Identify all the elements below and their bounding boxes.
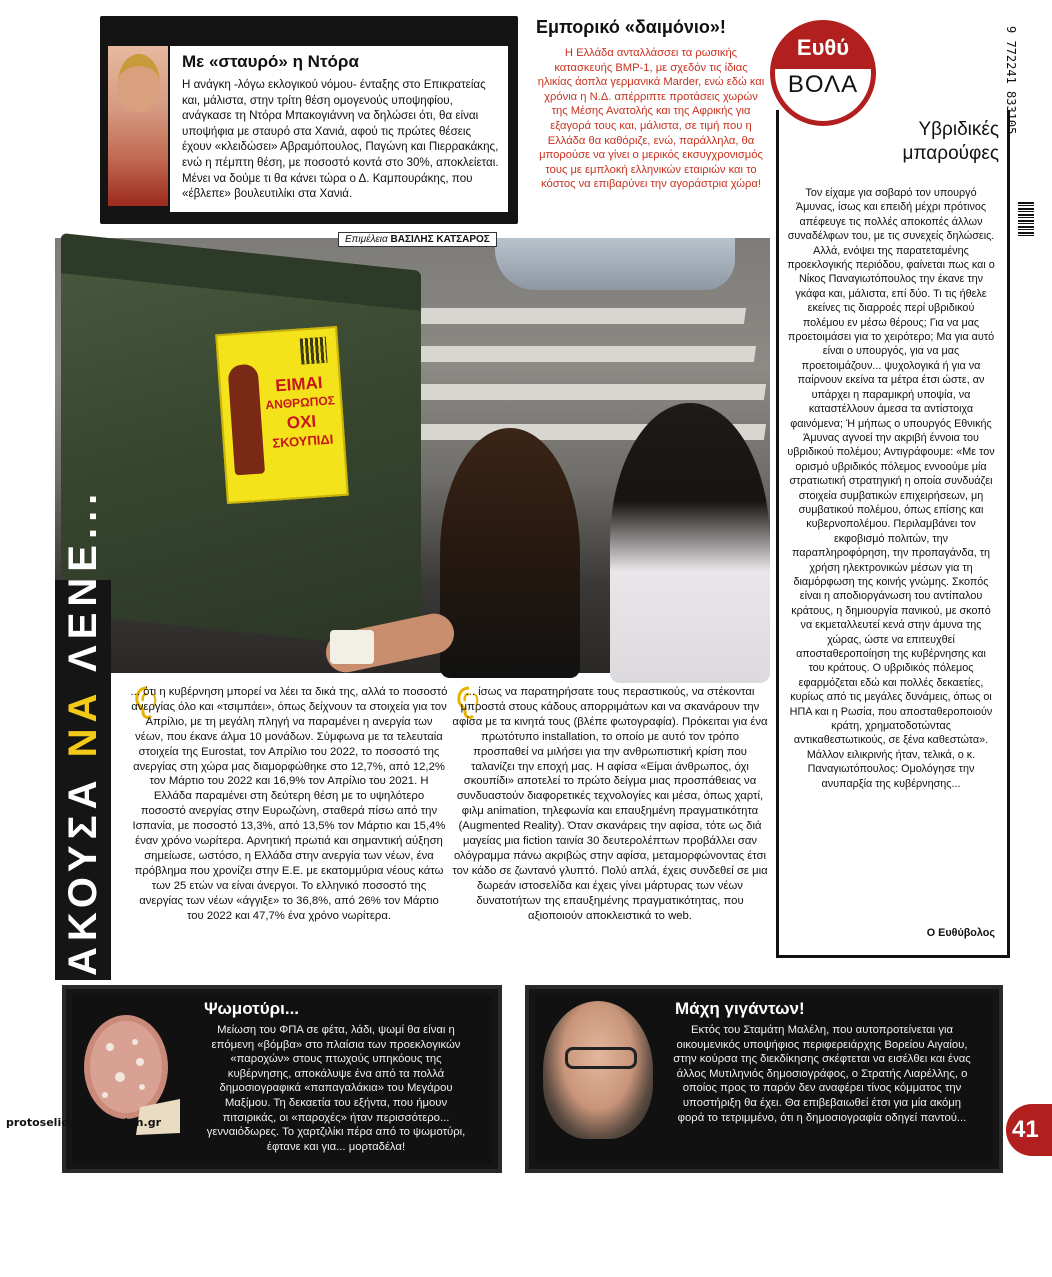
car [495,238,735,290]
akousa-part1: ΑΚΟΥΣΑ [61,757,105,976]
poster-line: ΟΧΙ [286,411,317,433]
barcode-icon [1018,202,1034,236]
psomoturi-text: Μείωση του ΦΠΑ σε φέτα, λάδι, ψωμί θα είναι η επόμενη «βόμβα» στο πλαίσια των προεκλογικών «παροχών» στους πτωχούς υπηκόους της κυβέρνησης, αποκάλυψε ένα από τα πολλά δημοσιογραφικά «παπαγαλάκια» του Μεγάρου Μαξίμου. Τη δεκαετία του εξήντα, που ήμουν πιτσιρικάς, οι «παροχές» ήταν περισσότερο... γενναιόδωρες. Το χαρτζιλίκι πέρα από το ψωμοτύρι, έφτανε και για... μορταδέλα! [206,1024,466,1153]
logo-top-text: Ευθύ [775,25,871,69]
street-photo [55,238,770,673]
hybrid-signature: Ο Ευθύβολος [926,927,995,939]
poster [215,326,349,504]
hybrid-text: Τον είχαμε για σοβαρό τον υπουργό Άμυνας, ίσως και επειδή μέχρι πρότινος απέφευγε τις πολλές αποκοπές άλλων συναδέλφων του, με τις συνεχείς δηλώσεις. Αλλά, ενόψει της παρατεταμένης προεκλογικής περιόδου, φαίνεται πως και ο Νίκος Παναγιωτόπουλος την έκανε την γκάφα και, μάλιστα, επί δύο. Τι τις ήθελε εκείνες τις διαρροές περί υβριδικού πολέμου εν μέσω θέρους; Για να μας προετοιμάσει για το χειρότερο; Μα για αυτό είναι ο υπουργός, για να μας προετοιμάζουν... ψυχολογικά ή για να παίρνουν εκείνα τα μέτρα έτσι ώστε, αν υπάρχει η παραμικρή υποψία, να καταστέλλουν άμεσα τα αντίστοιχα φαινόμενα; Ή μήπως ο υπουργός Εθνικής Άμυνας αγνοεί την ακριβή έννοια του υβριδικού πολέμου; Αντιγράφουμε: «Με τον ορισμό υβριδικός πόλεμος εννοούμε μία στρατιωτική στρατηγική η οποία συνδυάζει στοιχεία συμβατικών επιχειρήσεων, μη συμβατικού πολέμου, όπως επίσης και κυβερνοπολέμου. Περιλαμβάνει τον εκφοβισμό πολιτών, την παραπληροφόρηση, την προπαγάνδα, τη χρήση ηλεκτρονικών μέσων για τη διαμόρφωση της κοινής γνώμης. Σκοπός είναι η αποδιοργάνωση του αντίπαλου κράτους, η δημιουργία πανικού, με σκοπό να εκμεταλλευτεί κενά στην άμυνα της χώρας, ώστε να επιτευχθεί αποσταθεροποίηση της κυβέρνησης και του κράτους. Ο υβριδικός πόλεμος εφαρμόζεται εδώ και πολλές δεκαετίες, κυρίως από τις μεγάλες δυνάμεις, όπως οι ΗΠΑ και η Ρωσία, που αποσταθεροποιούν κράτη, χρηματοδοτώντας αντικαθεστωτικούς, σε ξένα καθεστώτα». Μάλλον ειλικρινής ήταν, τελικά, ο κ. Παναγιωτόπουλος: Ομολόγησε την ανυπαρξία της κυβέρνησης... [787,187,995,790]
crosswalk-stripe [384,308,746,324]
machi-text: Εκτός του Σταμάτη Μαλέλη, που αυτοπροτείνεται για οικουμενικός υποψήφιος περιφερειάρχης Βορείου Αιγαίου, στην κούρσα της διεκδίκησης σκέφτεται να εισέλθει και ένας άλλος Μυτιληνιός δημοσιογράφος, ο Στρατής Λιαρέλλης, ο οποίος προς το παρόν δεν αναφέρει τίνος κόμματος την υποστήριξη θα έχει. Θα επιβεβαιωθεί έτσι για μία ακόμη φορά το τετριμμένο, ότι η δημοσιογραφία οδηγεί παντού... [673,1024,971,1124]
byline [338,232,497,247]
watermark: protoselidaefimeridon.gr [6,1116,161,1129]
barcode-digits: 9 772241 833105 [1004,26,1018,135]
poster-text [260,372,341,453]
psomoturi-box [62,985,502,1173]
person-left [440,428,580,678]
logo-bottom-text: ΒΟΛΑ [787,71,859,98]
akousa-part3: ΛΕΝΕ... [61,487,105,672]
psomoturi-title: Ψωμοτύρι... [204,999,300,1018]
poster-line: ΣΚΟΥΠΙΔΙ [271,431,334,451]
dora-box [100,16,518,224]
person-right [610,403,770,683]
qr-code-icon [300,337,328,365]
machi-box [525,985,1003,1173]
hybrid-title-line2: μπαρούφες [902,143,999,164]
akousa-part2: ΝΑ [61,671,105,758]
byline-name: ΒΑΣΙΛΗΣ ΚΑΤΣΑΡΟΣ [390,234,490,245]
hybrid-column [776,110,1010,958]
installation-text: ... ίσως να παρατηρήσατε τους περαστικούς, να στέκονται μπροστά στους κάδους απορριμάτων και να σκανάρουν την αφίσα με τα κινητά τους (βλέπε φωτογραφία). Πρόκειται για ένα πρωτότυπο installation, το οποίο με αυτό τον τρόπο προσπαθεί να μιλήσει για την ανθρωπιστική κρίση που ταλανίζει την εποχή μας. Η αφίσα «Είμαι άνθρωπος, όχι σκουπίδι» αποτελεί το πρώτο δείγμα μιας προσπάθειας να συνδυαστούν διαφορετικές τεχνολογίες και μέσα, όπως χαρτί, φιλμ animation, τηλεφωνία και επαυξημένη πραγματικότητα (Augmented Reality). Όταν σκανάρεις την αφίσα, τότε ως διά μαγείας μια fiction ταινία 30 δευτερολέπτων προβάλλει σαν ολόγραμμα πάνω ακριβώς στην αφίσα, μεταμορφώνοντας έτσι τον κάδο σε ζωντανό γλυπτό. Πολύ απλά, έχεις συνδεθεί σε μια δωρεάν ιστοσελίδα και έχεις γίνει μάρτυρας των νέων δυνατοτήτων της επαυξημένης πραγματικότητας, που αξιοποιούν αποκλειστικά το web. [452,686,768,922]
dora-text: Η ανάγκη -λόγω εκλογικού νόμου- ένταξης στο Επικρατείας και, μάλιστα, στην τρίτη θέση ομογενούς υποψηφίου, ανάγκασε τη Ντόρα Μπακογιάννη να δηλώσει ότι, θα είναι υποψήφια με σταυρό στα Χανιά, αφού τις πρώτες θέσεις έχουν «κλειδώσει» Αβραμόπουλος, Παγώνη και Πιερρακάκης, ενώ η πέμπτη θέση, με ποσοστό κοντά στο 30%, αποκλείεται. Μένει να δούμε τι θα κάνει τώρα ο Δ. Καμπουράκης, που «έβλεπε» βουλευτιλίκι στα Χανιά. [182,78,499,201]
unemployment-text: ... ότι η κυβέρνηση μπορεί να λέει τα δικά της, αλλά το ποσοστό ανεργίας όλο και «τσιμπάει», όπως δείχνουν τα στοιχεία για τον Απρίλιο, με τη μεγάλη πληγή να παραμένει η ανεργία των νέων, που έκανε άλμα 10 μονάδων. Σύμφωνα με τα τελευταία στοιχεία της Eurostat, τον Απρίλιο του 2022, το ποσοστό της ανεργίας στη χώρα μας διαμορφώθηκε στο 12,7%, από 12,2% τον Μάρτιο του 2022 και 16,9% τον Απρίλιο του 2021. Η Ελλάδα παραμένει στη δεύτερη θέση με το υψηλότερο ποσοστό ανεργίας στην Ευρωζώνη, σταθερά πίσω από την Ισπανία, με ποσοστό 13,3%, από 13,5% τον Μάρτιο και 15,4% έναν χρόνο νωρίτερα. Αρνητική πρωτιά και σημαντική αύξηση σημείωσε, ωστόσο, η Ελλάδα στην ανεργία των νέων, ένα πρόβλημα που χρονίζει στην Ε.Ε. με εκατομμύρια νέους κάτω των 25 ετών να είναι άνεργοι. Το ελληνικό ποσοστό της ανεργίας των νέων «άγγιξε» το 36,8%, από 26% τον Μάρτιο του 2022 και 47,7% ένα χρόνο νωρίτερα. [130,686,448,922]
page-number: 41 [1006,1104,1052,1156]
cup [330,630,374,664]
man-portrait [543,1001,653,1139]
dora-portrait [108,46,168,206]
hybrid-title [903,118,999,166]
machi-title: Μάχη γιγάντων! [675,999,805,1018]
crosswalk-stripe [374,346,756,362]
akousa-heading [55,487,111,980]
poster-figure [227,364,265,476]
byline-prefix: Επιμέλεια [345,234,388,245]
poster-line: ΕΙΜΑΙ [274,373,324,396]
poster-line: ΑΝΘΡΩΠΟΣ [265,393,336,413]
barcode [1004,26,1034,206]
hybrid-title-line1: Υβριδικές [918,119,999,140]
demon-title: Εμπορικό «δαιμόνιο»! [536,17,726,37]
demon-text: Η Ελλάδα ανταλλάσσει τα ρωσικής κατασκευής ΒΜΡ-1, με σχεδόν τις ίδιας ηλικίας άοπλα γερμανικά Marder, ενώ εδώ και χρόνια η Ν.Δ. απέρριπτε προτάσεις χωρών της Μέσης Ανατολής και της Αφρικής για εξαγορά τους και, μάλιστα, σε τιμή που η Ελλάδα θα καθόριζε, ενώ, παράλληλα, θα μπορούσε να γίνει ο μερικός εκσυγχρονισμός τους με εμπλοκή ελληνικών εταιριών και το κόστος να επιβαρύνει την αγοράστρια χώρα! [537,47,765,191]
dora-title: Με «σταυρό» η Ντόρα [182,52,359,71]
crosswalk-stripe [364,384,766,400]
akousa-text [61,487,105,976]
